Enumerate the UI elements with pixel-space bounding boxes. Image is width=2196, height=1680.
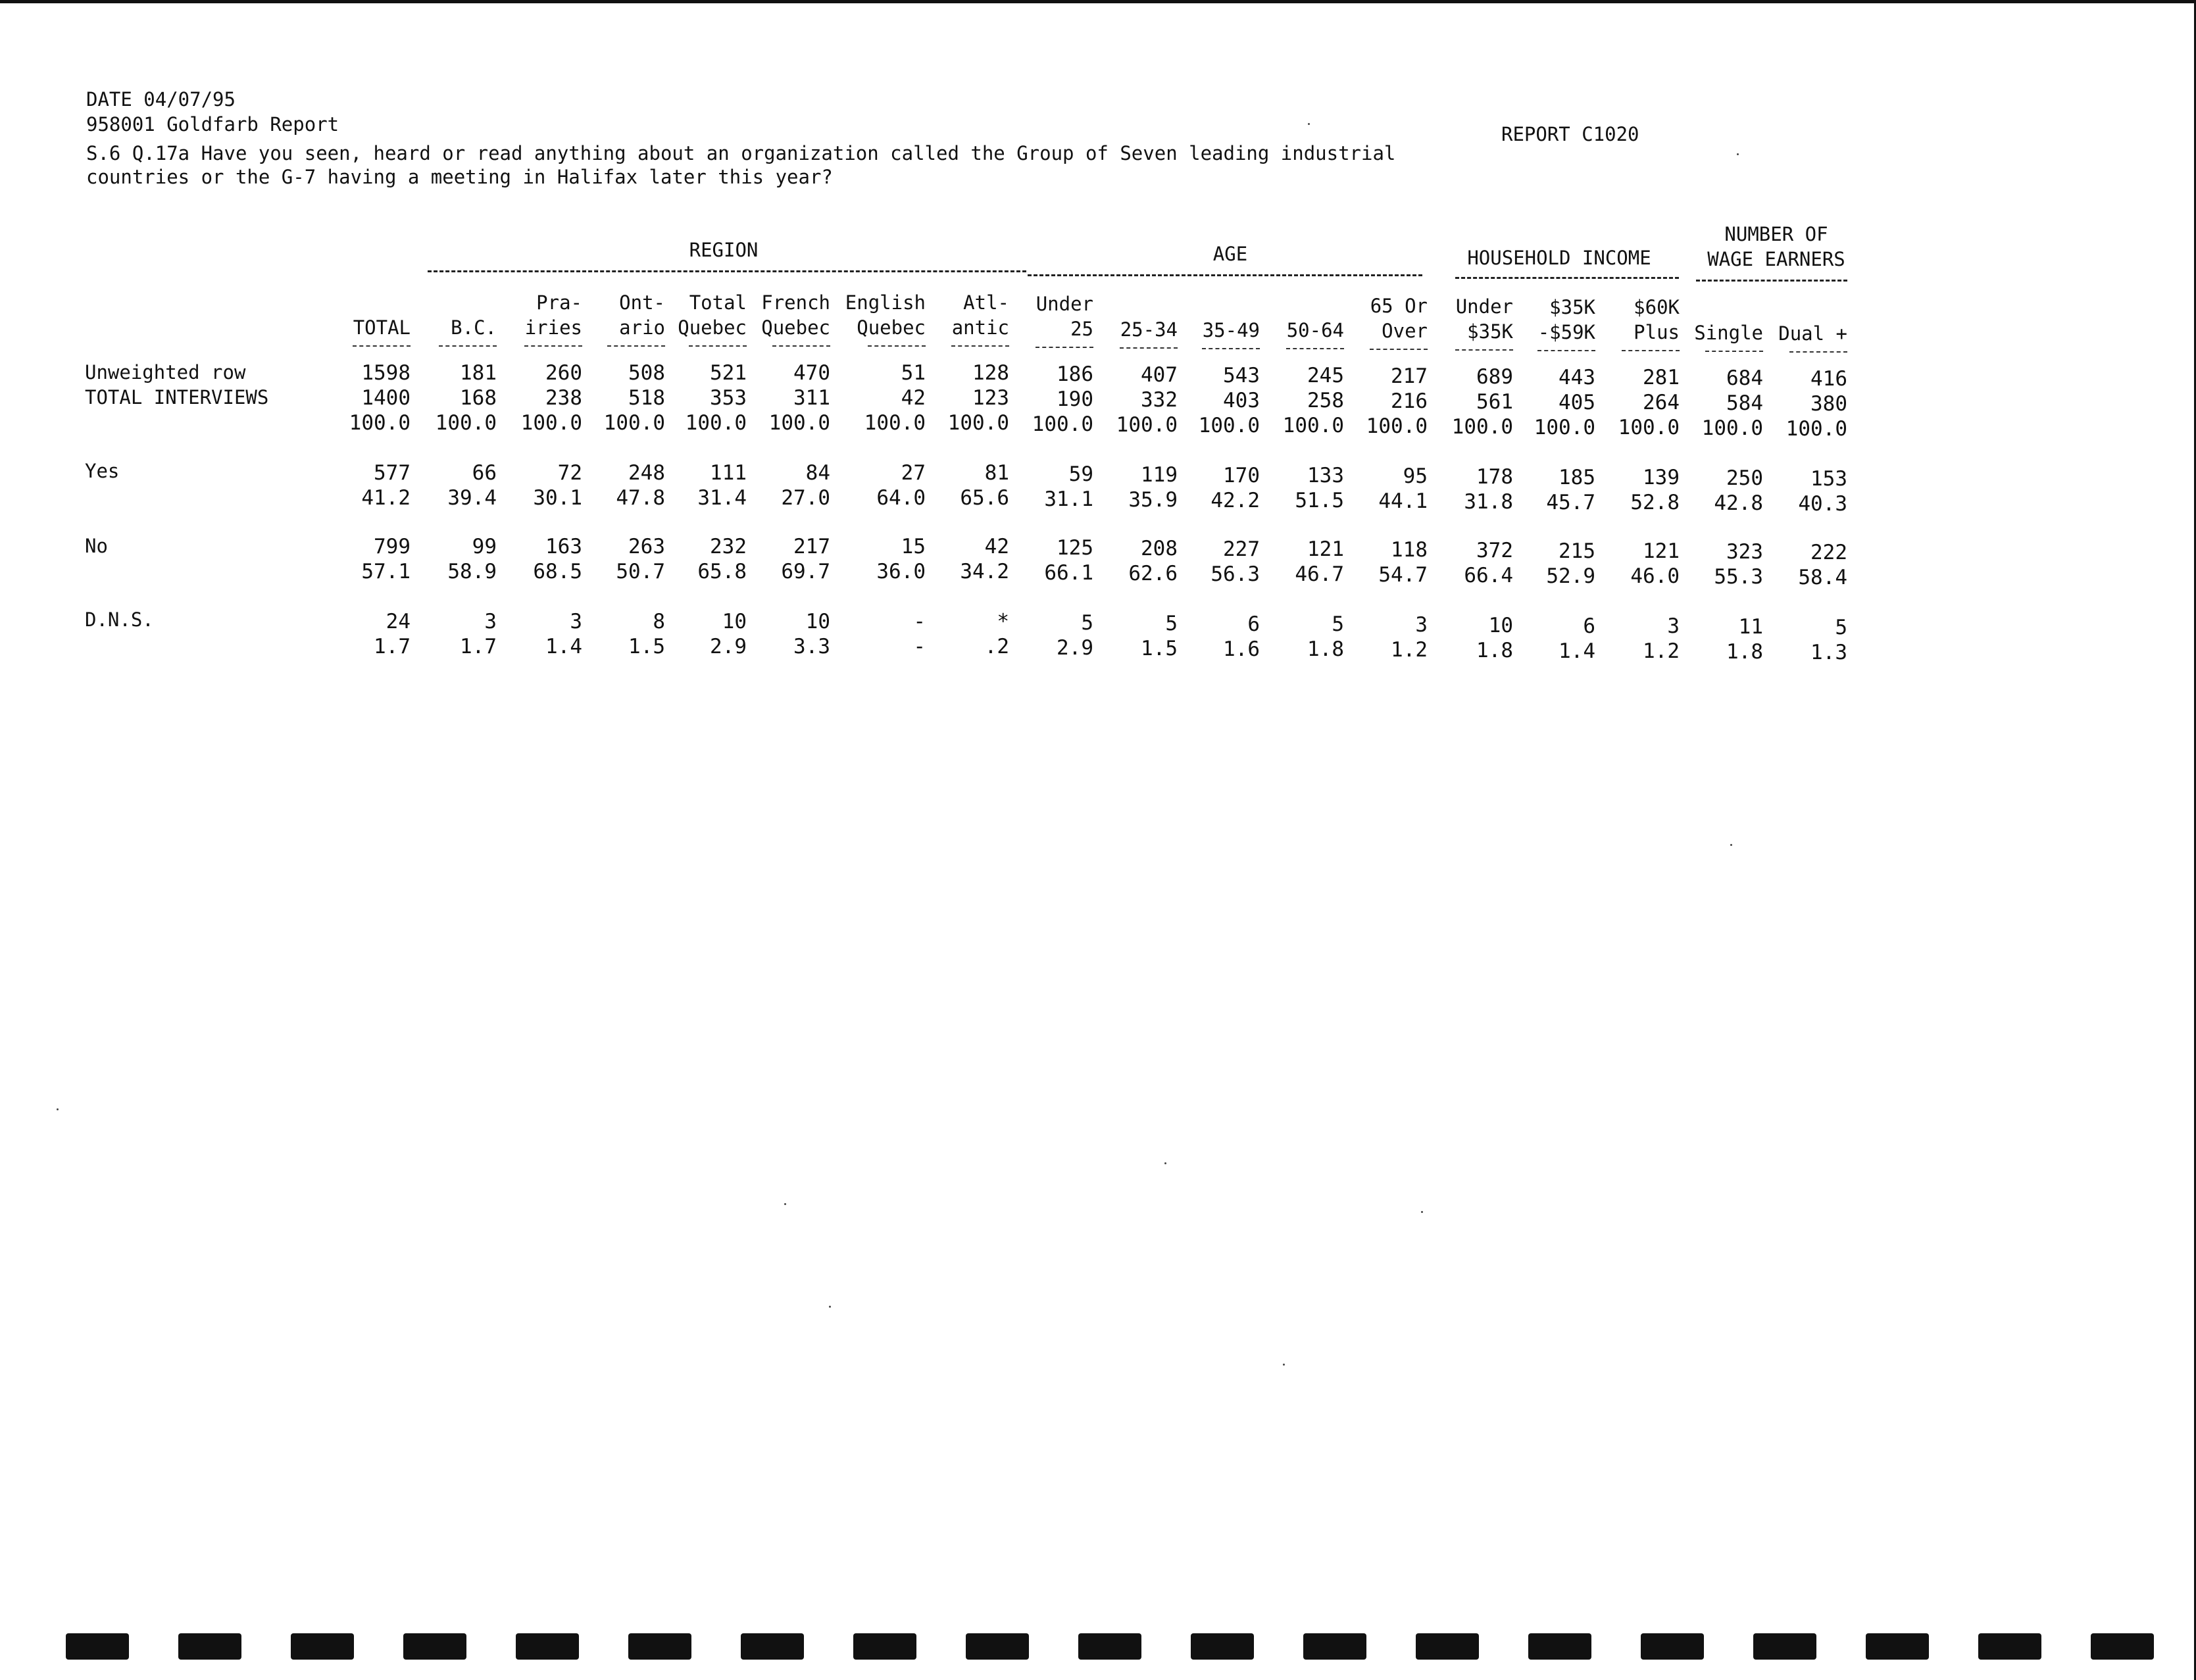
table-cell: 52.9 — [1546, 564, 1595, 588]
column-header-top: $35K — [1549, 296, 1595, 318]
table-cell: 54.7 — [1378, 563, 1428, 587]
column-underline — [1537, 350, 1595, 351]
scan-speck — [57, 1108, 59, 1110]
table-cell: 1.8 — [1476, 639, 1513, 662]
table-cell: 518 — [628, 386, 665, 410]
table-cell: 100.0 — [1451, 415, 1513, 439]
punch-hole — [1753, 1633, 1816, 1660]
punch-hole — [403, 1633, 466, 1660]
table-cell: 1.5 — [1141, 637, 1178, 660]
table-cell: 258 — [1307, 389, 1344, 412]
table-cell: 46.0 — [1630, 564, 1680, 588]
scan-speck — [1737, 153, 1739, 155]
table-cell: 50.7 — [616, 560, 665, 583]
table-cell: 584 — [1726, 391, 1763, 415]
table-cell: 353 — [710, 386, 747, 410]
table-cell: 111 — [710, 461, 747, 485]
table-cell: 100.0 — [1534, 416, 1595, 439]
column-header: iries — [524, 316, 582, 339]
table-cell: 405 — [1559, 391, 1595, 414]
column-header-top: Total — [689, 291, 747, 314]
table-cell: 178 — [1476, 465, 1513, 489]
table-cell: 100.0 — [1116, 413, 1178, 437]
table-cell: 24 — [386, 610, 411, 633]
table-cell: 217 — [1391, 364, 1428, 388]
table-cell: 84 — [805, 461, 830, 485]
punch-hole — [291, 1633, 354, 1660]
table-cell: 42.8 — [1714, 491, 1763, 515]
table-cell: 65.6 — [960, 486, 1009, 510]
table-cell: 232 — [710, 535, 747, 558]
scan-speck — [1283, 1364, 1285, 1366]
table-cell: 1.7 — [374, 635, 411, 658]
table-cell: 153 — [1810, 467, 1847, 491]
column-header: -$59K — [1537, 321, 1595, 343]
table-cell: 100.0 — [1701, 416, 1763, 440]
column-header-top: English — [845, 291, 926, 314]
table-cell: 1.7 — [460, 635, 497, 658]
table-cell: 186 — [1057, 362, 1093, 386]
table-cell: 123 — [972, 386, 1009, 410]
table-cell: 42 — [901, 386, 926, 410]
column-header-top: 65 Or — [1370, 295, 1428, 317]
age-rule — [1028, 274, 1422, 276]
punch-hole — [1416, 1633, 1479, 1660]
table-cell: 58.4 — [1798, 566, 1847, 589]
table-cell: 125 — [1057, 536, 1093, 560]
table-cell: 2.9 — [1057, 636, 1093, 660]
table-cell: 5 — [1081, 611, 1093, 635]
row-label: Yes — [85, 460, 120, 482]
table-cell: 100.0 — [1198, 414, 1260, 437]
table-cell: 323 — [1726, 540, 1763, 564]
table-cell: 170 — [1223, 464, 1260, 487]
table-cell: 684 — [1726, 366, 1763, 390]
column-header: 25 — [1070, 318, 1093, 340]
punch-hole — [2091, 1633, 2154, 1660]
table-cell: 215 — [1559, 539, 1595, 563]
table-cell: 577 — [374, 461, 411, 485]
group-age: AGE — [1212, 243, 1248, 265]
table-cell: 55.3 — [1714, 565, 1763, 589]
table-cell: 81 — [984, 461, 1009, 485]
table-cell: 100.0 — [520, 411, 582, 435]
column-underline — [1202, 348, 1260, 349]
table-cell: 470 — [793, 361, 830, 385]
table-cell: 57.1 — [361, 560, 411, 583]
table-cell: 64.0 — [876, 486, 926, 510]
column-header: Single — [1694, 322, 1763, 344]
column-header: 50-64 — [1286, 319, 1344, 341]
table-cell: 263 — [628, 535, 665, 558]
table-cell: 31.4 — [697, 486, 747, 510]
row-label: D.N.S. — [85, 608, 154, 631]
table-cell: 35.9 — [1128, 488, 1178, 512]
column-header: Quebec — [857, 316, 926, 339]
table-cell: 51.5 — [1295, 489, 1344, 512]
table-cell: 27.0 — [781, 486, 830, 510]
column-underline — [524, 345, 582, 347]
column-underline — [439, 345, 497, 347]
column-header: TOTAL — [353, 316, 411, 339]
table-cell: 100.0 — [349, 411, 411, 435]
table-cell: 1.4 — [1559, 639, 1595, 663]
table-cell: 6 — [1583, 614, 1595, 638]
group-household-income: HOUSEHOLD INCOME — [1467, 247, 1651, 269]
table-cell: 543 — [1223, 364, 1260, 387]
table-cell: 168 — [460, 386, 497, 410]
table-cell: 99 — [472, 535, 497, 558]
column-underline — [951, 345, 1009, 347]
table-cell: 6 — [1247, 612, 1260, 636]
table-cell: 31.8 — [1464, 490, 1513, 514]
column-header: Quebec — [678, 316, 747, 339]
table-cell: 208 — [1141, 537, 1178, 560]
report-id: REPORT C1020 — [1501, 123, 1639, 145]
punch-hole — [1303, 1633, 1366, 1660]
column-header-top: $60K — [1634, 296, 1680, 318]
row-label: Unweighted row — [85, 361, 246, 383]
table-cell: 51 — [901, 361, 926, 385]
table-cell: 31.1 — [1044, 487, 1093, 511]
scan-speck — [784, 1203, 786, 1205]
table-cell: 44.1 — [1378, 489, 1428, 513]
question-line-1: S.6 Q.17a Have you seen, heard or read anything about an organization called the Group of Seven leading industrial — [86, 142, 1396, 164]
table-cell: 100.0 — [768, 411, 830, 435]
table-cell: 121 — [1307, 537, 1344, 561]
column-underline — [1455, 349, 1513, 351]
column-underline — [868, 345, 926, 347]
table-cell: 332 — [1141, 388, 1178, 412]
group-region: REGION — [689, 239, 759, 261]
table-cell: 403 — [1223, 389, 1260, 412]
punch-hole — [1078, 1633, 1141, 1660]
table-cell: 66 — [472, 461, 497, 485]
table-cell: 5 — [1835, 616, 1847, 639]
table-cell: 95 — [1403, 464, 1428, 488]
table-cell: 139 — [1643, 466, 1680, 489]
table-cell: 1.4 — [545, 635, 582, 658]
table-cell: - — [913, 635, 926, 658]
table-cell: 1598 — [361, 361, 411, 385]
table-cell: - — [913, 610, 926, 633]
table-cell: 66.4 — [1464, 564, 1513, 587]
table-cell: 42.2 — [1210, 489, 1260, 512]
table-cell: 10 — [722, 610, 747, 633]
column-underline — [1036, 347, 1093, 348]
table-cell: 27 — [901, 461, 926, 485]
punch-hole — [1641, 1633, 1704, 1660]
table-cell: 689 — [1476, 365, 1513, 389]
column-underline — [1705, 351, 1763, 352]
row-label: No — [85, 535, 108, 557]
table-cell: 248 — [628, 461, 665, 485]
region-rule — [428, 270, 1026, 272]
column-underline — [353, 345, 411, 347]
column-header-top: Under — [1455, 295, 1513, 318]
column-header-top: Ont- — [619, 291, 665, 314]
scan-speck — [1421, 1211, 1423, 1213]
scan-speck — [829, 1306, 831, 1308]
column-underline — [1789, 351, 1847, 353]
table-cell: 2.9 — [710, 635, 747, 658]
table-cell: 100.0 — [603, 411, 665, 435]
column-header: Over — [1382, 320, 1428, 342]
punch-hole — [1528, 1633, 1591, 1660]
column-underline — [689, 345, 747, 347]
table-cell: 264 — [1643, 391, 1680, 414]
table-cell: 3 — [484, 610, 497, 633]
table-cell: 100.0 — [1032, 412, 1093, 436]
table-cell: 1.2 — [1643, 639, 1680, 663]
table-cell: 15 — [901, 535, 926, 558]
column-header: $35K — [1467, 320, 1513, 343]
punch-hole — [178, 1633, 241, 1660]
column-header: 25-34 — [1120, 318, 1178, 341]
table-cell: 407 — [1141, 363, 1178, 387]
table-cell: 1.8 — [1726, 640, 1763, 664]
column-header-top: French — [761, 291, 830, 314]
table-cell: 1.2 — [1391, 638, 1428, 662]
table-cell: 100.0 — [1618, 416, 1680, 439]
table-cell: 163 — [545, 535, 582, 558]
column-underline — [1286, 348, 1344, 349]
punch-hole — [1866, 1633, 1929, 1660]
table-cell: 799 — [374, 535, 411, 558]
table-cell: 119 — [1141, 463, 1178, 487]
table-cell: 1.3 — [1810, 641, 1847, 664]
table-cell: 227 — [1223, 537, 1260, 561]
table-cell: 238 — [545, 386, 582, 410]
wage-rule — [1696, 280, 1847, 282]
column-header-top: Pra- — [536, 291, 582, 314]
table-cell: 40.3 — [1798, 492, 1847, 516]
table-cell: 1.5 — [628, 635, 665, 658]
table-cell: 68.5 — [533, 560, 582, 583]
column-underline — [1120, 347, 1178, 349]
table-cell: 372 — [1476, 539, 1513, 562]
table-cell: 118 — [1391, 538, 1428, 562]
table-cell: 52.8 — [1630, 491, 1680, 514]
column-header: B.C. — [451, 316, 497, 339]
table-cell: 311 — [793, 386, 830, 410]
column-header: Quebec — [761, 316, 830, 339]
column-underline — [607, 345, 665, 347]
table-cell: 56.3 — [1210, 562, 1260, 586]
column-header: 35-49 — [1202, 319, 1260, 341]
table-cell: 39.4 — [447, 486, 497, 510]
table-cell: 121 — [1643, 539, 1680, 563]
table-cell: 508 — [628, 361, 665, 385]
row-label: TOTAL INTERVIEWS — [85, 386, 269, 408]
table-cell: 3.3 — [793, 635, 830, 658]
table-cell: 100.0 — [1366, 414, 1428, 438]
table-cell: 3 — [1415, 613, 1428, 637]
table-cell: 190 — [1057, 387, 1093, 411]
table-cell: 100.0 — [1785, 417, 1847, 441]
table-cell: 34.2 — [960, 560, 1009, 583]
table-cell: 41.2 — [361, 486, 411, 510]
table-cell: 260 — [545, 361, 582, 385]
table-cell: 10 — [1488, 614, 1513, 637]
table-cell: 69.7 — [781, 560, 830, 583]
table-cell: 45.7 — [1546, 491, 1595, 514]
report-title: 958001 Goldfarb Report — [86, 113, 339, 136]
table-cell: 133 — [1307, 464, 1344, 487]
group-wage-earners-l1: NUMBER OF — [1724, 223, 1828, 245]
column-header: ario — [619, 316, 665, 339]
table-cell: 42 — [984, 535, 1009, 558]
table-cell: 65.8 — [697, 560, 747, 583]
punch-hole — [1191, 1633, 1254, 1660]
table-cell: 8 — [653, 610, 665, 633]
column-header-top: Atl- — [963, 291, 1009, 314]
table-cell: 1.6 — [1223, 637, 1260, 661]
table-cell: 66.1 — [1044, 561, 1093, 585]
punch-hole — [853, 1633, 916, 1660]
table-cell: 216 — [1391, 389, 1428, 413]
table-cell: .2 — [984, 635, 1009, 658]
table-cell: 10 — [805, 610, 830, 633]
punch-hole — [966, 1633, 1029, 1660]
table-cell: 222 — [1810, 541, 1847, 564]
table-cell: 47.8 — [616, 486, 665, 510]
table-cell: 1400 — [361, 386, 411, 410]
column-header: Dual + — [1778, 322, 1847, 345]
table-cell: 100.0 — [1282, 414, 1344, 437]
table-cell: 59 — [1068, 462, 1093, 486]
column-header: antic — [951, 316, 1009, 339]
column-header: Plus — [1634, 321, 1680, 343]
table-cell: 217 — [793, 535, 830, 558]
table-cell: 3 — [570, 610, 582, 633]
table-cell: 58.9 — [447, 560, 497, 583]
table-cell: 245 — [1307, 364, 1344, 387]
table-cell: 416 — [1810, 367, 1847, 391]
table-cell: 181 — [460, 361, 497, 385]
table-cell: 46.7 — [1295, 562, 1344, 586]
table-cell: 3 — [1667, 614, 1680, 638]
table-cell: 100.0 — [435, 411, 497, 435]
table-cell: 128 — [972, 361, 1009, 385]
table-cell: 100.0 — [947, 411, 1009, 435]
table-cell: 521 — [710, 361, 747, 385]
column-underline — [1622, 350, 1680, 351]
table-cell: 11 — [1738, 615, 1763, 639]
table-cell: 5 — [1332, 612, 1344, 636]
punch-hole — [516, 1633, 579, 1660]
table-cell: 1.8 — [1307, 637, 1344, 661]
income-rule — [1455, 277, 1679, 279]
table-cell: 62.6 — [1128, 562, 1178, 585]
table-cell: 380 — [1810, 392, 1847, 416]
date-line: DATE 04/07/95 — [86, 88, 236, 111]
column-header-top: Under — [1036, 293, 1093, 315]
punch-hole — [741, 1633, 804, 1660]
column-underline — [1370, 349, 1428, 350]
table-cell: 250 — [1726, 466, 1763, 490]
table-cell: 561 — [1476, 390, 1513, 414]
table-cell: 100.0 — [864, 411, 926, 435]
table-cell: 185 — [1559, 466, 1595, 489]
group-wage-earners-l2: WAGE EARNERS — [1707, 248, 1845, 270]
table-cell: 281 — [1643, 366, 1680, 389]
column-underline — [772, 345, 830, 347]
scan-speck — [1730, 844, 1732, 846]
table-cell: 36.0 — [876, 560, 926, 583]
table-cell: 443 — [1559, 366, 1595, 389]
question-line-2: countries or the G-7 having a meeting in Halifax later this year? — [86, 166, 833, 188]
punch-hole — [628, 1633, 691, 1660]
table-cell: 5 — [1165, 612, 1178, 635]
table-cell: 30.1 — [533, 486, 582, 510]
punch-hole — [66, 1633, 129, 1660]
punch-hole — [1978, 1633, 2041, 1660]
scan-speck — [1308, 123, 1310, 125]
table-cell: 72 — [557, 461, 582, 485]
scan-speck — [1164, 1162, 1166, 1164]
table-cell: 100.0 — [685, 411, 747, 435]
table-cell: * — [997, 610, 1009, 633]
